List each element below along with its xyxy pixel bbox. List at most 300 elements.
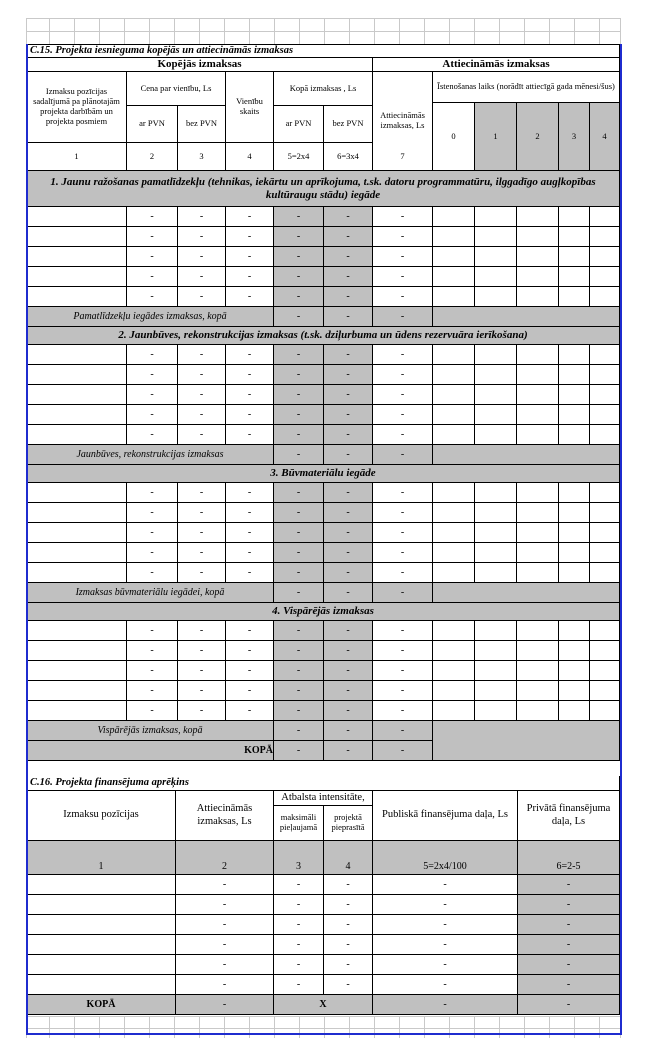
c16-col-public: Publiskā finansējuma daļa, Ls [373, 791, 518, 841]
c16-value-cell[interactable]: - [176, 915, 274, 935]
value-cell[interactable]: - [373, 247, 433, 267]
c16-value-cell: - [518, 895, 620, 915]
period-cell[interactable] [559, 563, 590, 583]
value-cell[interactable]: - [127, 661, 178, 681]
period-cell[interactable] [517, 681, 559, 701]
value-cell[interactable]: - [127, 543, 178, 563]
section-subtotal-label: Izmaksas būvmateriālu iegādei, kopā [26, 583, 274, 603]
c16-value-cell[interactable]: - [324, 935, 373, 955]
value-cell[interactable]: - [178, 425, 226, 445]
period-cell[interactable] [433, 267, 475, 287]
cost-position-input[interactable] [26, 661, 127, 681]
value-cell[interactable]: - [178, 503, 226, 523]
value-cell[interactable]: - [127, 701, 178, 721]
col-unit-price-header: Cena par vienību, Ls [127, 72, 226, 106]
value-cell[interactable]: - [226, 405, 274, 425]
period-cell[interactable] [433, 701, 475, 721]
period-cell[interactable] [517, 621, 559, 641]
c16-position-input[interactable] [26, 955, 176, 975]
period-cell[interactable] [590, 247, 620, 267]
cost-position-input[interactable] [26, 523, 127, 543]
value-cell[interactable]: - [226, 641, 274, 661]
value-cell[interactable]: - [178, 287, 226, 307]
period-cell[interactable] [559, 425, 590, 445]
period-cell[interactable] [517, 287, 559, 307]
value-cell[interactable]: - [178, 405, 226, 425]
period-cell[interactable] [433, 523, 475, 543]
value-cell[interactable]: - [127, 483, 178, 503]
value-cell[interactable]: - [226, 207, 274, 227]
period-cell[interactable] [517, 641, 559, 661]
value-cell[interactable]: - [373, 681, 433, 701]
period-cell[interactable] [433, 287, 475, 307]
value-cell[interactable]: - [127, 365, 178, 385]
value-cell[interactable]: - [127, 405, 178, 425]
period-cell[interactable] [517, 563, 559, 583]
eligible-costs-header: Attiecināmās izmaksas [373, 58, 620, 72]
period-cell[interactable] [590, 563, 620, 583]
period-cell[interactable] [475, 267, 517, 287]
period-cell[interactable] [433, 503, 475, 523]
value-cell[interactable]: - [127, 425, 178, 445]
value-cell[interactable]: - [226, 701, 274, 721]
period-cell[interactable] [433, 543, 475, 563]
c16-value-cell[interactable]: - [176, 895, 274, 915]
value-cell: - [324, 287, 373, 307]
value-cell[interactable]: - [373, 621, 433, 641]
value-cell[interactable]: - [373, 483, 433, 503]
subtotal-without-vat: - [324, 583, 373, 603]
period-cell[interactable] [433, 483, 475, 503]
cost-position-input[interactable] [26, 483, 127, 503]
column-number: 6=3x4 [324, 143, 373, 171]
period-cell[interactable] [475, 503, 517, 523]
value-cell[interactable]: - [373, 405, 433, 425]
period-cell[interactable] [475, 385, 517, 405]
value-cell[interactable]: - [373, 227, 433, 247]
cost-position-input[interactable] [26, 503, 127, 523]
value-cell[interactable]: - [178, 267, 226, 287]
section-title: 1. Jaunu ražošanas pamatlīdzekļu (tehnikas, iekārtu un aprīkojuma, t.sk. datoru programmatūru, ilggadīgo augļkopības kultūraugu stādu) iegāde [26, 171, 620, 207]
column-number: 3 [178, 143, 226, 171]
period-cell[interactable] [559, 701, 590, 721]
cost-position-input[interactable] [26, 267, 127, 287]
section-subtotal-label: Jaunbūves, rekonstrukcijas izmaksas [26, 445, 274, 465]
cost-position-input[interactable] [26, 227, 127, 247]
cost-position-input[interactable] [26, 247, 127, 267]
value-cell[interactable]: - [226, 483, 274, 503]
unit-price-with-vat: ar PVN [127, 106, 178, 143]
period-cell[interactable] [559, 345, 590, 365]
c16-value-cell[interactable]: - [373, 895, 518, 915]
period-cell[interactable] [559, 227, 590, 247]
period-cell[interactable] [475, 345, 517, 365]
value-cell: - [274, 267, 324, 287]
value-cell[interactable]: - [373, 425, 433, 445]
period-cell[interactable] [517, 345, 559, 365]
cost-position-input[interactable] [26, 345, 127, 365]
period-cell[interactable] [475, 621, 517, 641]
value-cell[interactable]: - [226, 523, 274, 543]
period-cell[interactable] [559, 287, 590, 307]
period-cell[interactable] [559, 405, 590, 425]
period-cell[interactable] [475, 701, 517, 721]
value-cell[interactable]: - [127, 385, 178, 405]
c16-value-cell[interactable]: - [176, 935, 274, 955]
period-cell[interactable] [590, 483, 620, 503]
value-cell: - [324, 641, 373, 661]
c16-value-cell[interactable]: - [324, 875, 373, 895]
period-cell[interactable] [590, 543, 620, 563]
c16-value-cell[interactable]: - [274, 975, 324, 995]
c16-value-cell[interactable]: - [324, 895, 373, 915]
c16-column-number: 6=2-5 [518, 841, 620, 875]
value-cell[interactable]: - [226, 287, 274, 307]
period-cell[interactable] [433, 621, 475, 641]
period-cell[interactable] [559, 503, 590, 523]
period-cell[interactable] [590, 385, 620, 405]
value-cell[interactable]: - [127, 523, 178, 543]
value-cell[interactable]: - [127, 621, 178, 641]
period-cell[interactable] [590, 425, 620, 445]
period-cell[interactable] [475, 405, 517, 425]
subtotal-filler [433, 307, 620, 327]
value-cell: - [324, 267, 373, 287]
period-cell[interactable] [517, 405, 559, 425]
c16-value-cell[interactable]: - [274, 955, 324, 975]
c16-value-cell[interactable]: - [324, 975, 373, 995]
value-cell: - [274, 641, 324, 661]
c16-value-cell[interactable]: - [274, 915, 324, 935]
period-cell[interactable] [475, 227, 517, 247]
subtotal-filler [433, 583, 620, 603]
period-cell[interactable] [517, 267, 559, 287]
c16-value-cell[interactable]: - [373, 875, 518, 895]
c16-value-cell[interactable]: - [274, 895, 324, 915]
value-cell: - [274, 405, 324, 425]
value-cell[interactable]: - [226, 661, 274, 681]
value-cell[interactable]: - [178, 661, 226, 681]
cost-position-input[interactable] [26, 207, 127, 227]
print-area-border [26, 1033, 622, 1035]
period-cell[interactable] [433, 227, 475, 247]
value-cell[interactable]: - [127, 563, 178, 583]
c16-col-requested: projektā pieprasītā [324, 806, 373, 841]
value-cell[interactable]: - [373, 661, 433, 681]
period-cell[interactable] [475, 681, 517, 701]
c16-col-positions: Izmaksu pozīcijas [26, 791, 176, 841]
period-cell[interactable] [559, 523, 590, 543]
c16-position-input[interactable] [26, 895, 176, 915]
value-cell: - [274, 385, 324, 405]
value-cell[interactable]: - [178, 563, 226, 583]
period-cell[interactable] [433, 385, 475, 405]
cost-position-input[interactable] [26, 405, 127, 425]
grand-total-eligible: - [373, 741, 433, 761]
value-cell: - [324, 207, 373, 227]
value-cell[interactable]: - [373, 543, 433, 563]
value-cell[interactable]: - [226, 563, 274, 583]
period-cell[interactable] [517, 365, 559, 385]
period-cell[interactable] [475, 523, 517, 543]
value-cell: - [274, 365, 324, 385]
period-cell[interactable] [590, 681, 620, 701]
value-cell: - [274, 681, 324, 701]
value-cell[interactable]: - [226, 543, 274, 563]
c16-value-cell[interactable]: - [324, 915, 373, 935]
value-cell[interactable]: - [373, 563, 433, 583]
subtotal-filler [433, 445, 620, 465]
value-cell[interactable]: - [178, 247, 226, 267]
value-cell[interactable]: - [226, 503, 274, 523]
period-cell[interactable] [559, 247, 590, 267]
c16-value-cell[interactable]: - [274, 935, 324, 955]
period-cell[interactable] [590, 287, 620, 307]
period-0-header: 0 [433, 103, 475, 171]
section-subtotal-label: Vispārējās izmaksas, kopā [26, 721, 274, 741]
c16-total-private: - [518, 995, 620, 1015]
value-cell: - [274, 523, 324, 543]
column-number: 7 [373, 143, 433, 171]
value-cell: - [324, 247, 373, 267]
cost-position-input[interactable] [26, 385, 127, 405]
cost-position-input[interactable] [26, 681, 127, 701]
period-cell[interactable] [590, 621, 620, 641]
total-with-vat: ar PVN [274, 106, 324, 143]
value-cell: - [274, 661, 324, 681]
value-cell[interactable]: - [127, 345, 178, 365]
c16-value-cell[interactable]: - [373, 975, 518, 995]
c16-total-eligible: - [176, 995, 274, 1015]
value-cell[interactable]: - [178, 641, 226, 661]
period-cell[interactable] [590, 405, 620, 425]
value-cell: - [324, 661, 373, 681]
value-cell[interactable]: - [127, 267, 178, 287]
value-cell[interactable]: - [226, 227, 274, 247]
period-cell[interactable] [475, 543, 517, 563]
value-cell[interactable]: - [226, 345, 274, 365]
c16-value-cell[interactable]: - [373, 935, 518, 955]
period-cell[interactable] [517, 385, 559, 405]
value-cell[interactable]: - [373, 641, 433, 661]
c16-value-cell[interactable]: - [373, 915, 518, 935]
subtotal-with-vat: - [274, 583, 324, 603]
c16-column-number: 3 [274, 841, 324, 875]
c16-value-cell[interactable]: - [274, 875, 324, 895]
period-cell[interactable] [475, 641, 517, 661]
value-cell[interactable]: - [373, 207, 433, 227]
period-cell[interactable] [590, 207, 620, 227]
value-cell[interactable]: - [373, 523, 433, 543]
value-cell[interactable]: - [373, 701, 433, 721]
value-cell[interactable]: - [127, 681, 178, 701]
period-cell[interactable] [559, 681, 590, 701]
value-cell[interactable]: - [373, 287, 433, 307]
period-cell[interactable] [559, 385, 590, 405]
value-cell[interactable]: - [373, 365, 433, 385]
value-cell: - [274, 227, 324, 247]
value-cell[interactable]: - [226, 247, 274, 267]
period-cell[interactable] [475, 365, 517, 385]
value-cell[interactable]: - [373, 267, 433, 287]
period-cell[interactable] [590, 641, 620, 661]
value-cell[interactable]: - [178, 543, 226, 563]
period-cell[interactable] [517, 227, 559, 247]
cost-position-input[interactable] [26, 287, 127, 307]
c16-column-number: 1 [26, 841, 176, 875]
value-cell[interactable]: - [373, 385, 433, 405]
period-cell[interactable] [475, 207, 517, 227]
c16-value-cell[interactable]: - [373, 955, 518, 975]
value-cell[interactable]: - [226, 385, 274, 405]
period-cell[interactable] [475, 425, 517, 445]
value-cell[interactable]: - [226, 621, 274, 641]
cost-position-input[interactable] [26, 701, 127, 721]
value-cell: - [324, 701, 373, 721]
section-title: 4. Vispārējās izmaksas [26, 603, 620, 621]
period-cell[interactable] [590, 503, 620, 523]
cost-position-input[interactable] [26, 543, 127, 563]
cost-position-input[interactable] [26, 621, 127, 641]
period-cell[interactable] [517, 207, 559, 227]
period-cell[interactable] [517, 661, 559, 681]
period-cell[interactable] [590, 523, 620, 543]
value-cell[interactable]: - [178, 365, 226, 385]
print-area-border [620, 44, 622, 1035]
period-cell[interactable] [433, 641, 475, 661]
c16-col-max: maksimāli pieļaujamā [274, 806, 324, 841]
period-cell[interactable] [433, 365, 475, 385]
period-cell[interactable] [517, 247, 559, 267]
period-cell[interactable] [559, 621, 590, 641]
c16-value-cell: - [518, 935, 620, 955]
value-cell: - [274, 543, 324, 563]
value-cell[interactable]: - [127, 503, 178, 523]
c16-value-cell[interactable]: - [176, 975, 274, 995]
column-number: 2 [127, 143, 178, 171]
period-cell[interactable] [559, 543, 590, 563]
c16-value-cell[interactable]: - [324, 955, 373, 975]
period-1-header: 1 [475, 103, 517, 171]
period-cell[interactable] [433, 345, 475, 365]
subtotal-eligible: - [373, 721, 433, 741]
c16-position-input[interactable] [26, 975, 176, 995]
c16-value-cell: - [518, 975, 620, 995]
period-cell[interactable] [433, 247, 475, 267]
value-cell[interactable]: - [178, 621, 226, 641]
cost-position-input[interactable] [26, 563, 127, 583]
c16-column-number: 5=2x4/100 [373, 841, 518, 875]
value-cell[interactable]: - [127, 207, 178, 227]
period-cell[interactable] [517, 503, 559, 523]
period-cell[interactable] [517, 483, 559, 503]
c15-title: C.15. Projekta iesnieguma kopējās un attiecināmās izmaksas [26, 44, 620, 58]
period-cell[interactable] [475, 483, 517, 503]
c16-position-input[interactable] [26, 875, 176, 895]
period-cell[interactable] [559, 483, 590, 503]
value-cell[interactable]: - [178, 227, 226, 247]
period-cell[interactable] [475, 563, 517, 583]
period-cell[interactable] [517, 543, 559, 563]
value-cell[interactable]: - [178, 701, 226, 721]
value-cell[interactable]: - [127, 641, 178, 661]
period-cell[interactable] [590, 365, 620, 385]
period-cell[interactable] [433, 563, 475, 583]
unit-price-without-vat: bez PVN [178, 106, 226, 143]
period-cell[interactable] [559, 661, 590, 681]
period-cell[interactable] [433, 207, 475, 227]
grand-total-without-vat: - [324, 741, 373, 761]
value-cell[interactable]: - [226, 681, 274, 701]
value-cell[interactable]: - [226, 267, 274, 287]
c16-value-cell[interactable]: - [176, 955, 274, 975]
period-cell[interactable] [559, 267, 590, 287]
value-cell[interactable]: - [373, 503, 433, 523]
period-cell[interactable] [559, 207, 590, 227]
value-cell[interactable]: - [373, 345, 433, 365]
value-cell: - [274, 207, 324, 227]
value-cell[interactable]: - [178, 483, 226, 503]
c16-position-input[interactable] [26, 915, 176, 935]
period-cell[interactable] [475, 661, 517, 681]
value-cell[interactable]: - [226, 365, 274, 385]
grand-total-label: KOPĀ [26, 741, 274, 761]
period-cell[interactable] [517, 523, 559, 543]
period-cell[interactable] [559, 641, 590, 661]
period-cell[interactable] [590, 227, 620, 247]
value-cell: - [324, 345, 373, 365]
cost-position-input[interactable] [26, 365, 127, 385]
period-cell[interactable] [475, 247, 517, 267]
c16-value-cell[interactable]: - [176, 875, 274, 895]
period-cell[interactable] [517, 425, 559, 445]
c16-value-cell: - [518, 915, 620, 935]
cost-position-input[interactable] [26, 425, 127, 445]
period-cell[interactable] [517, 701, 559, 721]
value-cell[interactable]: - [178, 523, 226, 543]
value-cell[interactable]: - [127, 247, 178, 267]
period-cell[interactable] [433, 661, 475, 681]
value-cell: - [324, 227, 373, 247]
period-cell[interactable] [590, 267, 620, 287]
value-cell[interactable]: - [178, 207, 226, 227]
total-costs-header: Kopējās izmaksas [26, 58, 373, 72]
c16-total-intensity: X [274, 995, 373, 1015]
value-cell[interactable]: - [127, 227, 178, 247]
period-cell[interactable] [475, 287, 517, 307]
column-number: 5=2x4 [274, 143, 324, 171]
period-cell[interactable] [590, 701, 620, 721]
cost-position-input[interactable] [26, 641, 127, 661]
value-cell[interactable]: - [178, 385, 226, 405]
period-cell[interactable] [559, 365, 590, 385]
value-cell[interactable]: - [178, 681, 226, 701]
period-cell[interactable] [590, 345, 620, 365]
c16-value-cell: - [518, 955, 620, 975]
grid-line [620, 18, 621, 44]
c16-position-input[interactable] [26, 935, 176, 955]
period-cell[interactable] [433, 405, 475, 425]
period-cell[interactable] [590, 661, 620, 681]
period-cell[interactable] [433, 681, 475, 701]
period-cell[interactable] [433, 425, 475, 445]
value-cell[interactable]: - [178, 345, 226, 365]
value-cell[interactable]: - [226, 425, 274, 445]
total-filler [433, 721, 620, 761]
c16-col-private: Privātā finansējuma daļa, Ls [518, 791, 620, 841]
value-cell[interactable]: - [127, 287, 178, 307]
c16-total-label: KOPĀ [26, 995, 176, 1015]
